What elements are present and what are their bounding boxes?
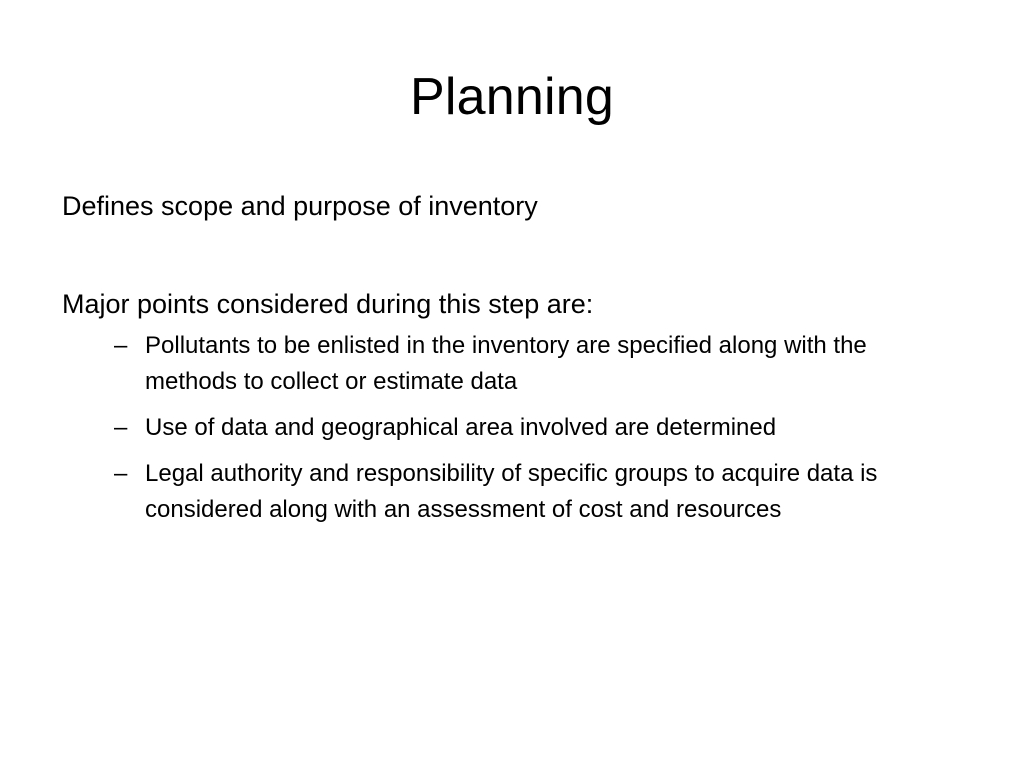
bullet-text: Pollutants to be enlisted in the inventory are specified along with the methods to collect or estimate data xyxy=(145,332,867,395)
dash-icon: – xyxy=(114,460,128,487)
bullet-list xyxy=(62,328,962,528)
bullet-item xyxy=(62,410,880,446)
dash-icon: – xyxy=(114,414,128,441)
slide-body xyxy=(62,186,962,538)
dash-icon: – xyxy=(114,332,128,359)
slide-title: Planning xyxy=(410,68,614,126)
bullet-item xyxy=(62,456,880,528)
bullet-text: Legal authority and responsibility of specific groups to acquire data is considered along with an assessment of cost and resources xyxy=(145,460,878,523)
intro-text: Defines scope and purpose of inventory xyxy=(62,191,538,221)
bullet-item xyxy=(62,328,880,400)
points-heading: Major points considered during this step are: xyxy=(62,289,594,319)
bullet-text: Use of data and geographical area involved are determined xyxy=(145,414,777,441)
